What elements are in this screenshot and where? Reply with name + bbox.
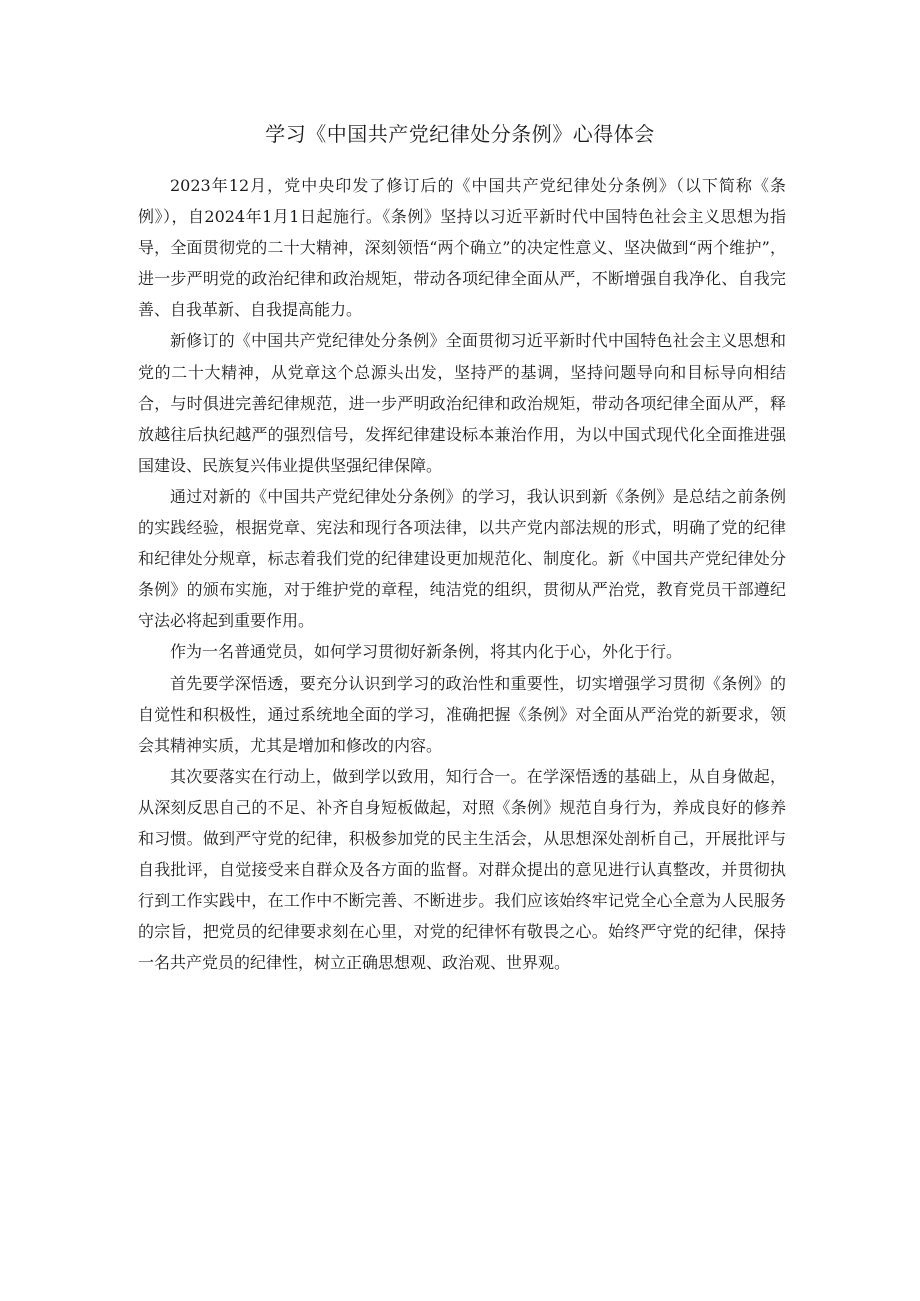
paragraph-5: 首先要学深悟透，要充分认识到学习的政治性和重要性，切实增强学习贯彻《条例》的自觉性和积极性，通过系统地全面的学习，准确把握《条例》对全面从严治党的新要求，领会其精神实质，尤其是增加和修改的内容。 — [138, 673, 786, 755]
paragraph-1: 2023年12月，党中央印发了修订后的《中国共产党纪律处分条例》（以下简称《条例》），自2024年1月1日起施行。《条例》坚持以习近平新时代中国特色社会主义思想为指导，全面贯彻党的二十大精神，深刻领悟“两个确立”的决定性意义、坚决做到“两个维护”，进一步严明党的政治纪律和政治规矩，带动各项纪律全面从严，不断增强自我净化、自我完善、自我革新、自我提高能力。 — [138, 176, 786, 320]
document-title: 学习《中国共产党纪律处分条例》心得体会 — [265, 122, 655, 146]
paragraph-3: 通过对新的《中国共产党纪律处分条例》的学习，我认识到新《条例》是总结之前条例的实践经验，根据党章、宪法和现行各项法律，以共产党内部法规的形式，明确了党的纪律和纪律处分规章，标志着我们党的纪律建设更加规范化、制度化。新《中国共产党纪律处分条例》的颁布实施，对于维护党的章程，纯洁党的组织，贯彻从严治党，教育党员干部遵纪守法必将起到重要作用。 — [138, 486, 786, 631]
paragraph-4: 作为一名普通党员，如何学习贯彻好新条例，将其内化于心，外化于行。 — [170, 642, 683, 662]
paragraph-6: 其次要落实在行动上，做到学以致用，知行合一。在学深悟透的基础上，从自身做起，从深刻反思自己的不足、补齐自身短板做起，对照《条例》规范自身行为，养成良好的修养和习惯。做到严守党的纪律，积极参加党的民主生活会，从思想深处剖析自己，开展批评与自我批评，自觉接受来自群众及各方面的监督。对群众提出的意见进行认真整改，并贯彻执行到工作实践中，在工作中不断完善、不断进步。我们应该始终牢记党全心全意为人民服务的宗旨，把党员的纪律要求刻在心里，对党的纪律怀有敬畏之心。始终严守党的纪律，保持一名共产党员的纪律性，树立正确思想观、政治观、世界观。 — [138, 766, 786, 973]
document-body — [138, 170, 786, 978]
paragraph-2: 新修订的《中国共产党纪律处分条例》全面贯彻习近平新时代中国特色社会主义思想和党的二十大精神，从党章这个总源头出发，坚持严的基调，坚持问题导向和目标导向相结合，与时俱进完善纪律规范，进一步严明政治纪律和政治规矩，带动各项纪律全面从严，释放越往后执纪越严的强烈信号，发挥纪律建设标本兼治作用，为以中国式现代化全面推进强国建设、民族复兴伟业提供坚强纪律保障。 — [138, 331, 786, 475]
